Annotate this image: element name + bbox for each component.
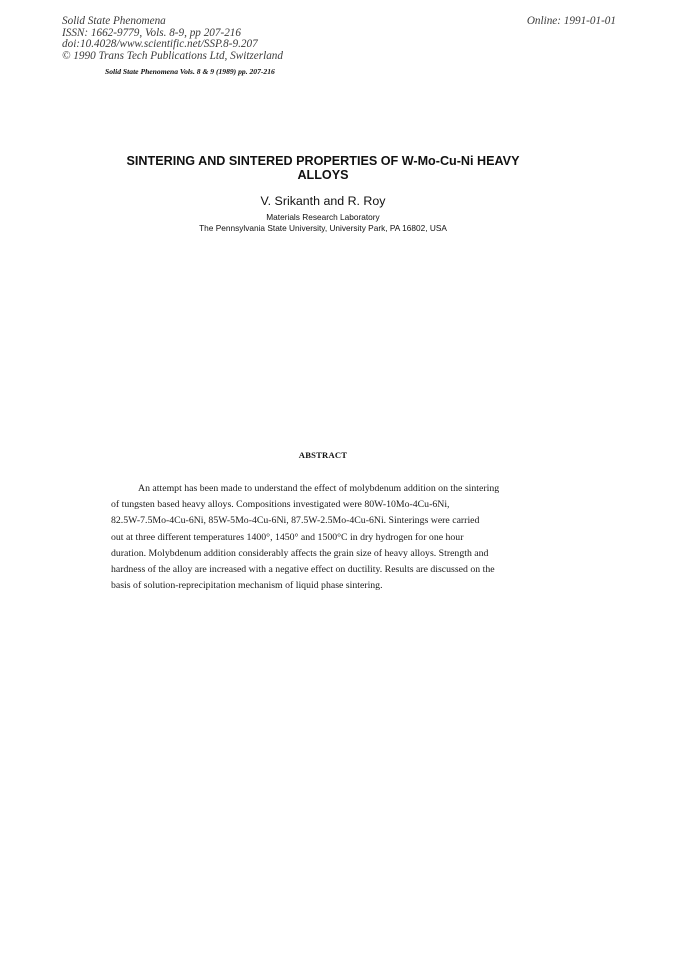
abstract-line: An attempt has been made to understand the effect of molybdenum addition on the sintering	[138, 483, 500, 494]
paper-title	[100, 155, 546, 182]
abstract-heading: ABSTRACT	[298, 450, 348, 460]
title-line: SINTERING AND SINTERED PROPERTIES OF W-Mo-Cu-Ni HEAVY	[126, 154, 520, 168]
abstract-line: out at three different temperatures 1400°, 1450° and 1500°C in dry hydrogen for one hour	[111, 531, 464, 543]
online-date: Online: 1991-01-01	[526, 15, 616, 27]
title-line: ALLOYS	[297, 167, 349, 182]
doi-line: doi:10.4028/www.scientific.net/SSP.8-9.207	[62, 38, 258, 51]
abstract-line: duration. Molybdenum addition considerably affects the grain size of heavy alloys. Strength and	[111, 547, 489, 559]
abstract-line: 82.5W-7.5Mo-4Cu-6Ni, 85W-5Mo-4Cu-6Ni, 87.5W-2.5Mo-4Cu-6Ni. Sinterings were carried	[111, 515, 480, 527]
publication-metadata	[62, 16, 283, 62]
abstract-body	[111, 481, 546, 594]
abstract-line: of tungsten based heavy alloys. Compositions investigated were 80W-10Mo-4Cu-6Ni,	[111, 499, 450, 511]
issn-line: ISSN: 1662-9779, Vols. 8-9, pp 207-216	[62, 26, 241, 39]
affiliation-lab: Materials Research Laboratory	[266, 212, 380, 222]
journal-name: Solid State Phenomena	[62, 15, 166, 27]
authors: V. Srikanth and R. Roy	[260, 194, 386, 208]
affiliation	[100, 212, 546, 234]
affiliation-university: The Pennsylvania State University, University Park, PA 16802, USA	[199, 223, 447, 233]
copyright-line: © 1990 Trans Tech Publications Ltd, Switzerland	[62, 49, 283, 62]
abstract-line: hardness of the alloy are increased with a negative effect on ductility. Results are discussed on the	[111, 564, 495, 576]
abstract-line: basis of solution-reprecipitation mechanism of liquid phase sintering.	[111, 580, 383, 592]
journal-citation: Solid State Phenomena Vols. 8 & 9 (1989) pp. 207-216	[105, 67, 275, 76]
